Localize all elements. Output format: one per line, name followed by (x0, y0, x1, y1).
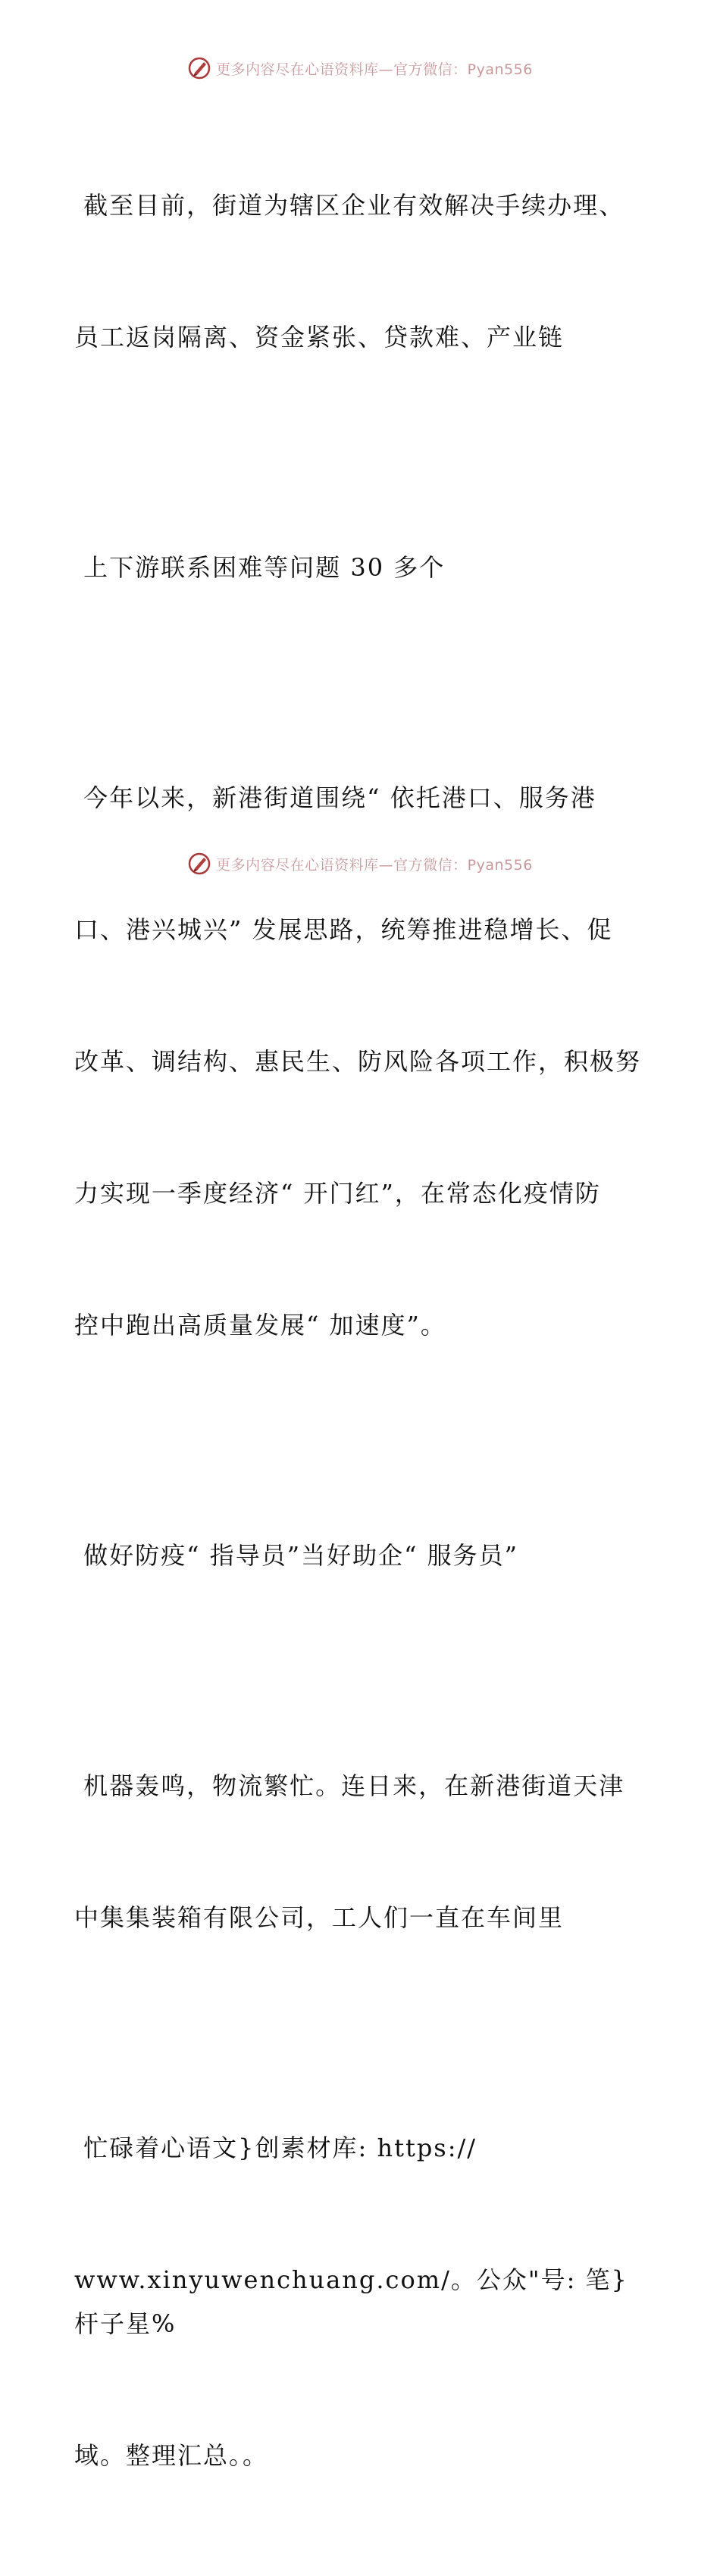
text-line: 员工返岗隔离、资金紧张、贷款难、产业链 (74, 323, 565, 352)
text-line: www.xinyuwenchuang.com/。公众"号: 笔}杆子星% (74, 2265, 628, 2338)
watermark-text: 更多内容尽在心语资料库—官方微信：Pyan556 (216, 856, 533, 874)
paragraph (74, 1676, 650, 2027)
paragraph (74, 458, 650, 677)
footer-watermark (0, 849, 720, 879)
text-line: 今年以来，新港街道围绕“ 依托港口、服务港 (74, 783, 596, 812)
pen-logo-icon (187, 56, 211, 80)
text-line: 力实现一季度经济“ 开门红”，在常态化疫情防 (74, 1179, 601, 1208)
text-line: 域。整理汇总。。 (74, 2441, 269, 2470)
paragraph (74, 688, 650, 1435)
text-line: 中集集装箱有限公司，工人们一直在车间里 (74, 1903, 565, 1932)
paragraph (74, 2038, 650, 2565)
document-body (74, 95, 650, 2576)
text-line: 截至目前，街道为辖区企业有效解决手续办理、 (74, 191, 625, 220)
text-line: 控中跑出高质量发展“ 加速度”。 (74, 1311, 446, 1340)
text-line: 口、港兴城兴” 发展思路，统筹推进稳增长、促 (74, 915, 613, 944)
text-line: 忙碌着心语文}创素材库: https:// (74, 2134, 477, 2162)
text-line: 改革、调结构、惠民生、防风险各项工作，积极努 (74, 1047, 642, 1076)
paragraph (74, 95, 650, 447)
text-line: 上下游联系困难等问题 30 多个 (74, 553, 446, 582)
watermark-text: 更多内容尽在心语资料库—官方微信：Pyan556 (216, 61, 533, 78)
text-line: 做好防疫“ 指导员”当好助企“ 服务员” (74, 1541, 518, 1570)
section-heading (74, 1446, 650, 1665)
text-line: 机器轰鸣，物流繁忙。连日来，在新港街道天津 (74, 1771, 625, 1800)
header-watermark (0, 53, 720, 83)
pen-logo-icon (187, 852, 211, 876)
